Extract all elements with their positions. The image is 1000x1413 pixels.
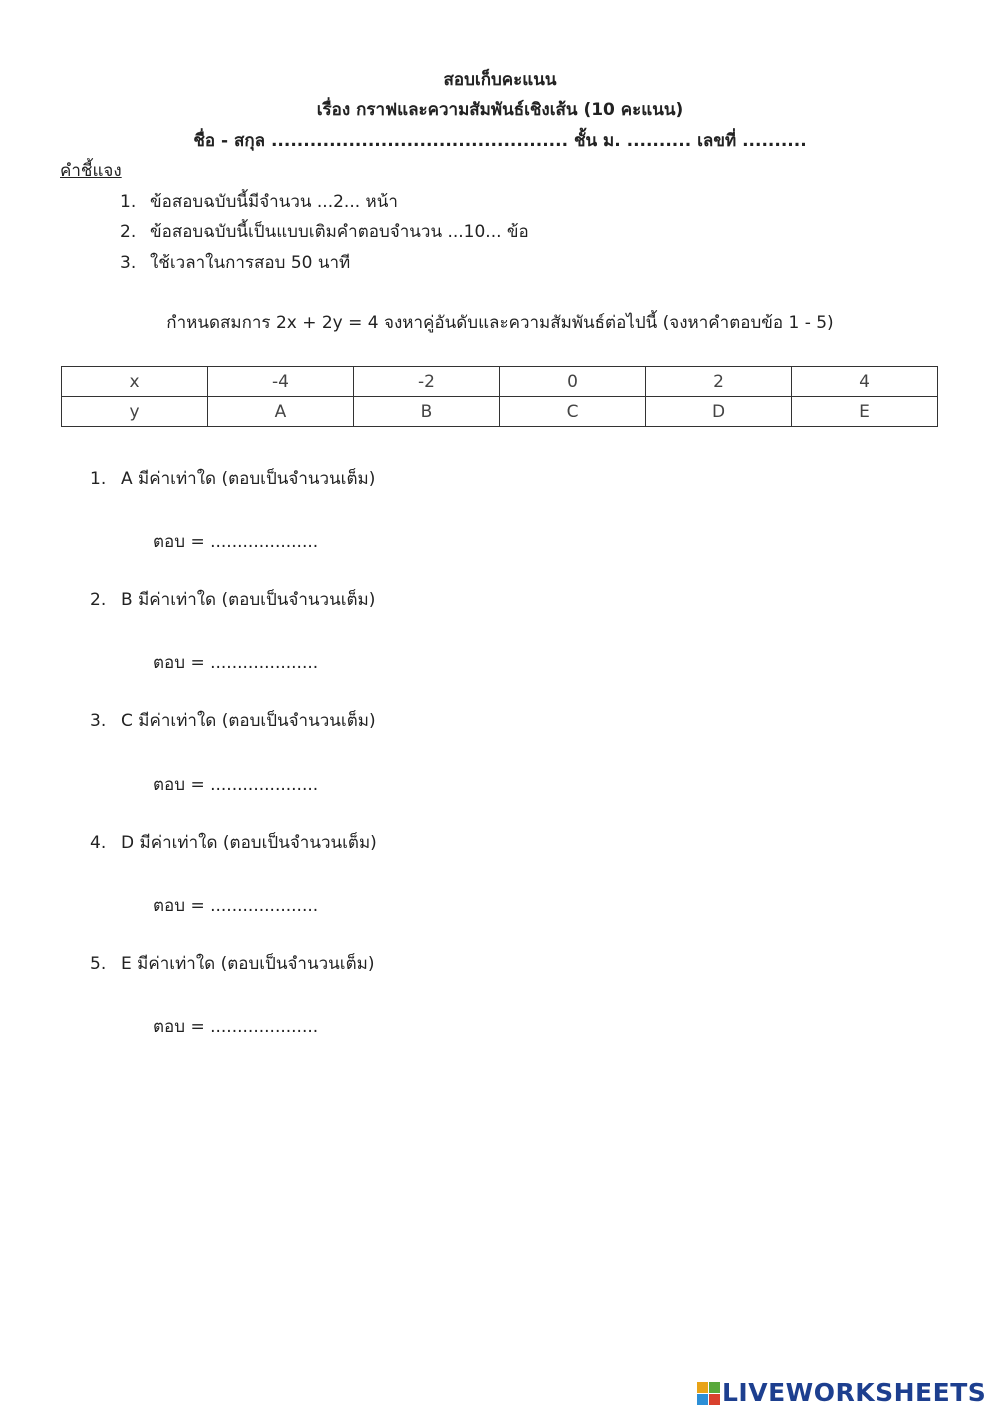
question-text: A มีค่าเท่าใด (ตอบเป็นจำนวนเต็ม) bbox=[121, 469, 376, 489]
answer-blank-1[interactable]: ตอบ = .................... bbox=[153, 532, 319, 552]
instruction-text: ใช้เวลาในการสอบ 50 นาที bbox=[150, 253, 351, 273]
table-row-x bbox=[62, 367, 938, 397]
question-2 bbox=[90, 586, 375, 613]
exam-title: สอบเก็บคะแนน bbox=[443, 70, 557, 90]
table-cell: 2 bbox=[646, 367, 792, 397]
xy-table bbox=[61, 366, 938, 427]
liveworksheets-logo[interactable] bbox=[697, 1380, 997, 1410]
question-number: 1. bbox=[90, 469, 107, 489]
question-text: C มีค่าเท่าใด (ตอบเป็นจำนวนเต็ม) bbox=[121, 711, 376, 731]
question-number: 4. bbox=[90, 833, 107, 853]
answer-blank-4[interactable]: ตอบ = .................... bbox=[153, 896, 319, 916]
answer-blank-5[interactable]: ตอบ = .................... bbox=[153, 1017, 319, 1037]
table-cell: D bbox=[646, 397, 792, 427]
table-cell: B bbox=[354, 397, 500, 427]
table-cell: E bbox=[792, 397, 938, 427]
question-text: E มีค่าเท่าใด (ตอบเป็นจำนวนเต็ม) bbox=[121, 954, 375, 974]
question-text: B มีค่าเท่าใด (ตอบเป็นจำนวนเต็ม) bbox=[121, 590, 376, 610]
question-1 bbox=[90, 465, 375, 492]
instructions-label: คำชี้แจง bbox=[60, 161, 122, 181]
table-cell: -4 bbox=[208, 367, 354, 397]
instruction-item bbox=[120, 249, 350, 276]
question-number: 3. bbox=[90, 711, 107, 731]
question-4 bbox=[90, 829, 377, 856]
exam-subject: เรื่อง กราฟและความสัมพันธ์เชิงเส้น (10 คะแนน) bbox=[316, 100, 684, 120]
instruction-number: 1. bbox=[120, 192, 137, 212]
answer-blank-2[interactable]: ตอบ = .................... bbox=[153, 653, 319, 673]
table-cell: C bbox=[500, 397, 646, 427]
instruction-item bbox=[120, 188, 398, 215]
table-cell: 0 bbox=[500, 367, 646, 397]
table-cell: A bbox=[208, 397, 354, 427]
instruction-text: ข้อสอบฉบับนี้มีจำนวน ...2... หน้า bbox=[150, 192, 398, 212]
instruction-text: ข้อสอบฉบับนี้เป็นแบบเติมคำตอบจำนวน ...10... ข้อ bbox=[150, 222, 529, 242]
question-5 bbox=[90, 950, 374, 977]
problem-statement: กำหนดสมการ 2x + 2y = 4 จงหาคู่อันดับและความสัมพันธ์ต่อไปนี้ (จงหาคำตอบข้อ 1 - 5) bbox=[166, 313, 834, 333]
question-number: 5. bbox=[90, 954, 107, 974]
instruction-number: 3. bbox=[120, 253, 137, 273]
table-cell: y bbox=[62, 397, 208, 427]
question-number: 2. bbox=[90, 590, 107, 610]
liveworksheets-logo-icon bbox=[697, 1382, 721, 1406]
liveworksheets-logo-text: LIVEWORKSHEETS bbox=[722, 1378, 987, 1407]
answer-blank-3[interactable]: ตอบ = .................... bbox=[153, 775, 319, 795]
table-cell: x bbox=[62, 367, 208, 397]
table-cell: -2 bbox=[354, 367, 500, 397]
table-cell: 4 bbox=[792, 367, 938, 397]
question-3 bbox=[90, 707, 376, 734]
table-row-y bbox=[62, 397, 938, 427]
student-info-line: ชื่อ - สกุล .............................................. ชั้น ม. .......... เลขที่ .......... bbox=[193, 131, 807, 151]
instruction-number: 2. bbox=[120, 222, 137, 242]
question-text: D มีค่าเท่าใด (ตอบเป็นจำนวนเต็ม) bbox=[121, 833, 377, 853]
instruction-item bbox=[120, 218, 529, 245]
